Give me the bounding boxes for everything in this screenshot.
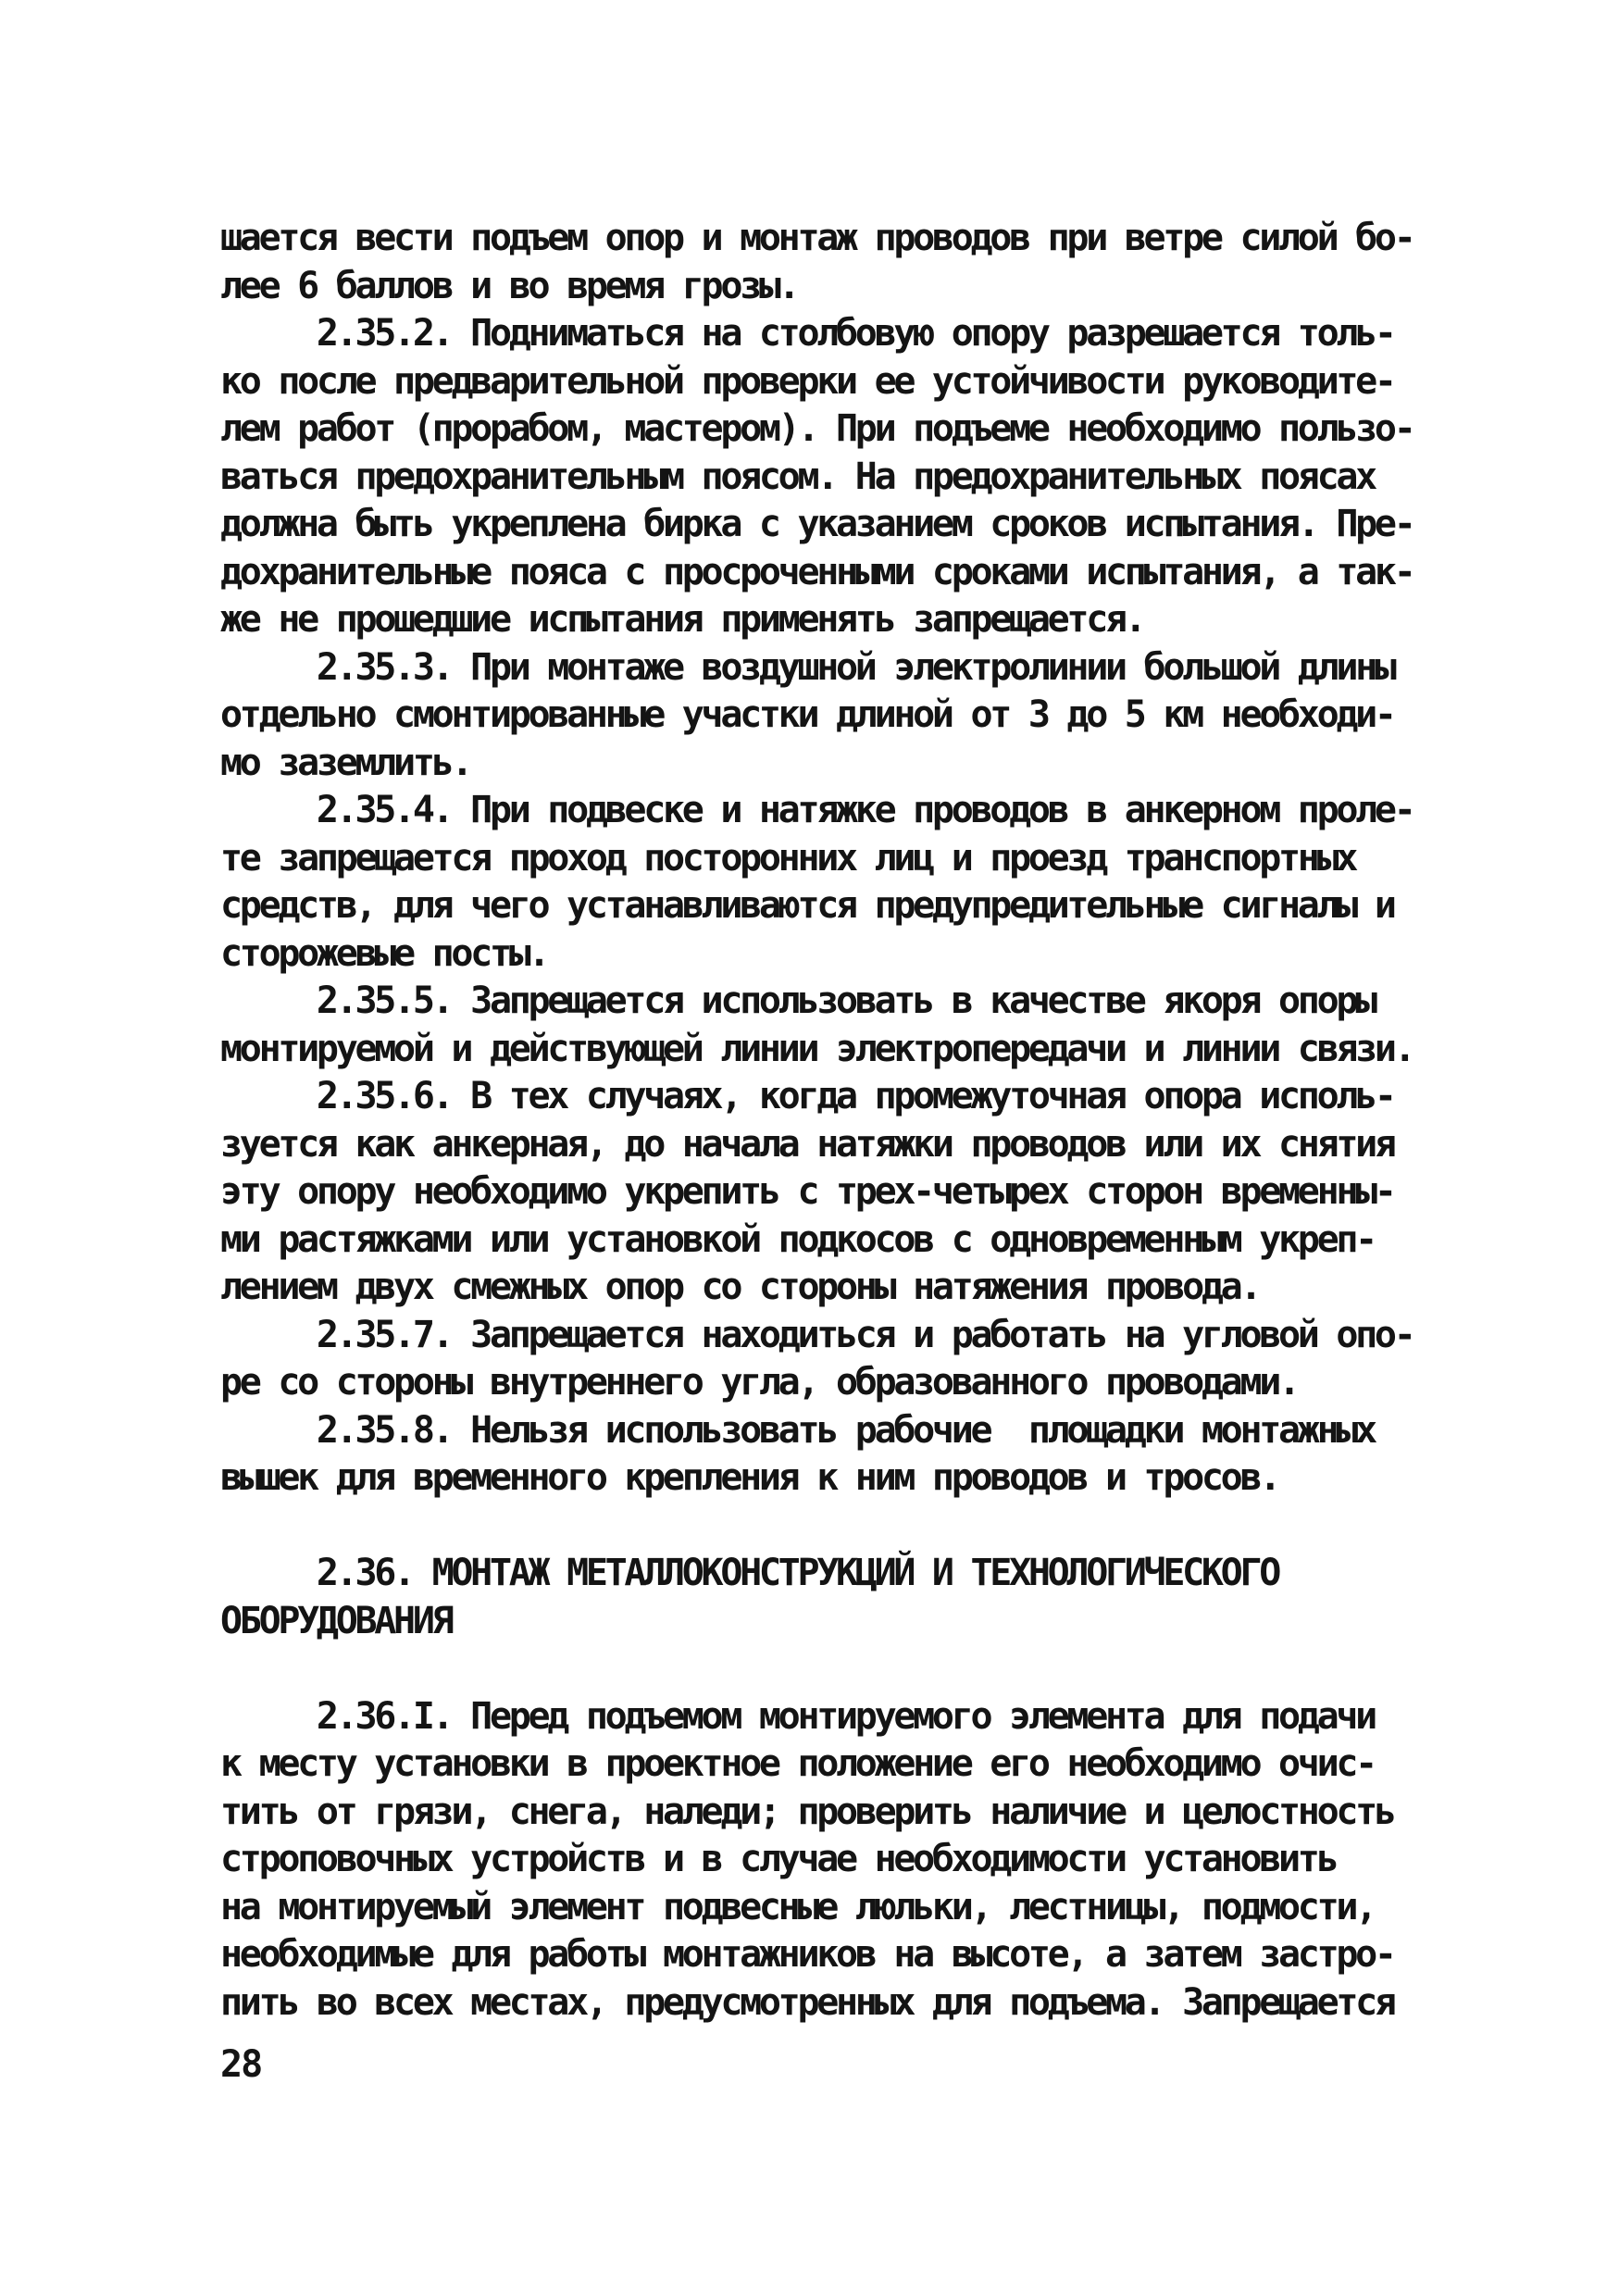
- text-line: 2.36. МОНТАЖ МЕТАЛЛОКОНСТРУКЦИЙ И ТЕХНОЛОГИЧЕСКОГО: [220, 1552, 1279, 1594]
- text-line: лением двух смежных опор со стороны натяжения провода.: [220, 1266, 1260, 1308]
- text-line: должна быть укреплена бирка с указанием сроков испытания. Пре-: [220, 503, 1414, 545]
- text-line: средств, для чего устанавливаются предупредительные сигналы и: [220, 884, 1394, 927]
- text-line: 2.35.5. Запрещается использовать в качестве якоря опоры: [220, 980, 1375, 1022]
- text-line: ми растяжками или установкой подкосов с одновременным укреп-: [220, 1217, 1375, 1261]
- text-line: лее 6 баллов и во время грозы.: [220, 264, 798, 307]
- text-line: необходимые для работы монтажников на высоте, а затем застро-: [220, 1933, 1394, 1976]
- text-line: 2.35.4. При подвеске и натяжке проводов в анкерном проле-: [220, 789, 1414, 831]
- text-line: лем работ (прорабом, мастером). При подъеме необходимо пользо-: [220, 407, 1414, 450]
- text-line: ре со стороны внутреннего угла, образованного проводами.: [220, 1361, 1298, 1404]
- text-line: вышек для временного крепления к ним проводов и тросов.: [220, 1456, 1279, 1499]
- text-line: к месту установки в проектное положение его необходимо очис-: [220, 1742, 1375, 1785]
- text-line: монтируемой и действующей линии электропередачи и линии связи.: [220, 1027, 1414, 1070]
- text-line: эту опору необходимо укрепить с трех-четырех сторон временны-: [220, 1170, 1394, 1213]
- text-line: [220, 1503, 1414, 1551]
- text-line: [220, 1645, 1414, 1693]
- text-line: зуется как анкерная, до начала натяжки проводов или их снятия: [220, 1122, 1394, 1166]
- text-line: отдельно смонтированные участки длиной от 3 до 5 км необходи-: [220, 693, 1394, 736]
- text-line: ОБОРУДОВАНИЯ: [220, 1599, 452, 1642]
- text-line: мо заземлить.: [220, 741, 471, 784]
- text-line: тить от грязи, снега, наледи; проверить наличие и целостность: [220, 1790, 1394, 1833]
- text-line: 2.35.6. В тех случаях, когда промежуточная опора исполь-: [220, 1075, 1394, 1117]
- text-line: на монтируемый элемент подвесные люльки, лестницы, подмости,: [220, 1885, 1375, 1928]
- text-line: 2.36.I. Перед подъемом монтируемого элемента для подачи: [220, 1694, 1375, 1738]
- text-line: ваться предохранительным поясом. На предохранительных поясах: [220, 455, 1375, 498]
- text-line: шается вести подъем опор и монтаж проводов при ветре силой бо-: [220, 217, 1414, 259]
- text-line: сторожевые посты.: [220, 931, 548, 975]
- page-number: 28: [220, 2043, 262, 2086]
- document-text: [220, 215, 1414, 2027]
- text-line: строповочных устройств и в случае необходимости установить: [220, 1838, 1337, 1880]
- text-line: ко после предварительной проверки ее устойчивости руководите-: [220, 359, 1394, 403]
- text-line: 2.35.2. Подниматься на столбовую опору разрешается толь-: [220, 312, 1394, 355]
- text-line: дохранительные пояса с просроченными сроками испытания, а так-: [220, 550, 1414, 593]
- text-line: 2.35.3. При монтаже воздушной электролинии большой длины: [220, 645, 1394, 689]
- text-line: 2.35.7. Запрещается находиться и работать на угловой опо-: [220, 1313, 1414, 1356]
- text-line: же не прошедшие испытания применять запрещается.: [220, 598, 1144, 641]
- text-line: те запрещается проход посторонних лиц и проезд транспортных: [220, 836, 1356, 880]
- text-line: 2.35.8. Нельзя использовать рабочие площадки монтажных: [220, 1408, 1375, 1452]
- text-line: пить во всех местах, предусмотренных для подъема. Запрещается: [220, 1980, 1394, 2024]
